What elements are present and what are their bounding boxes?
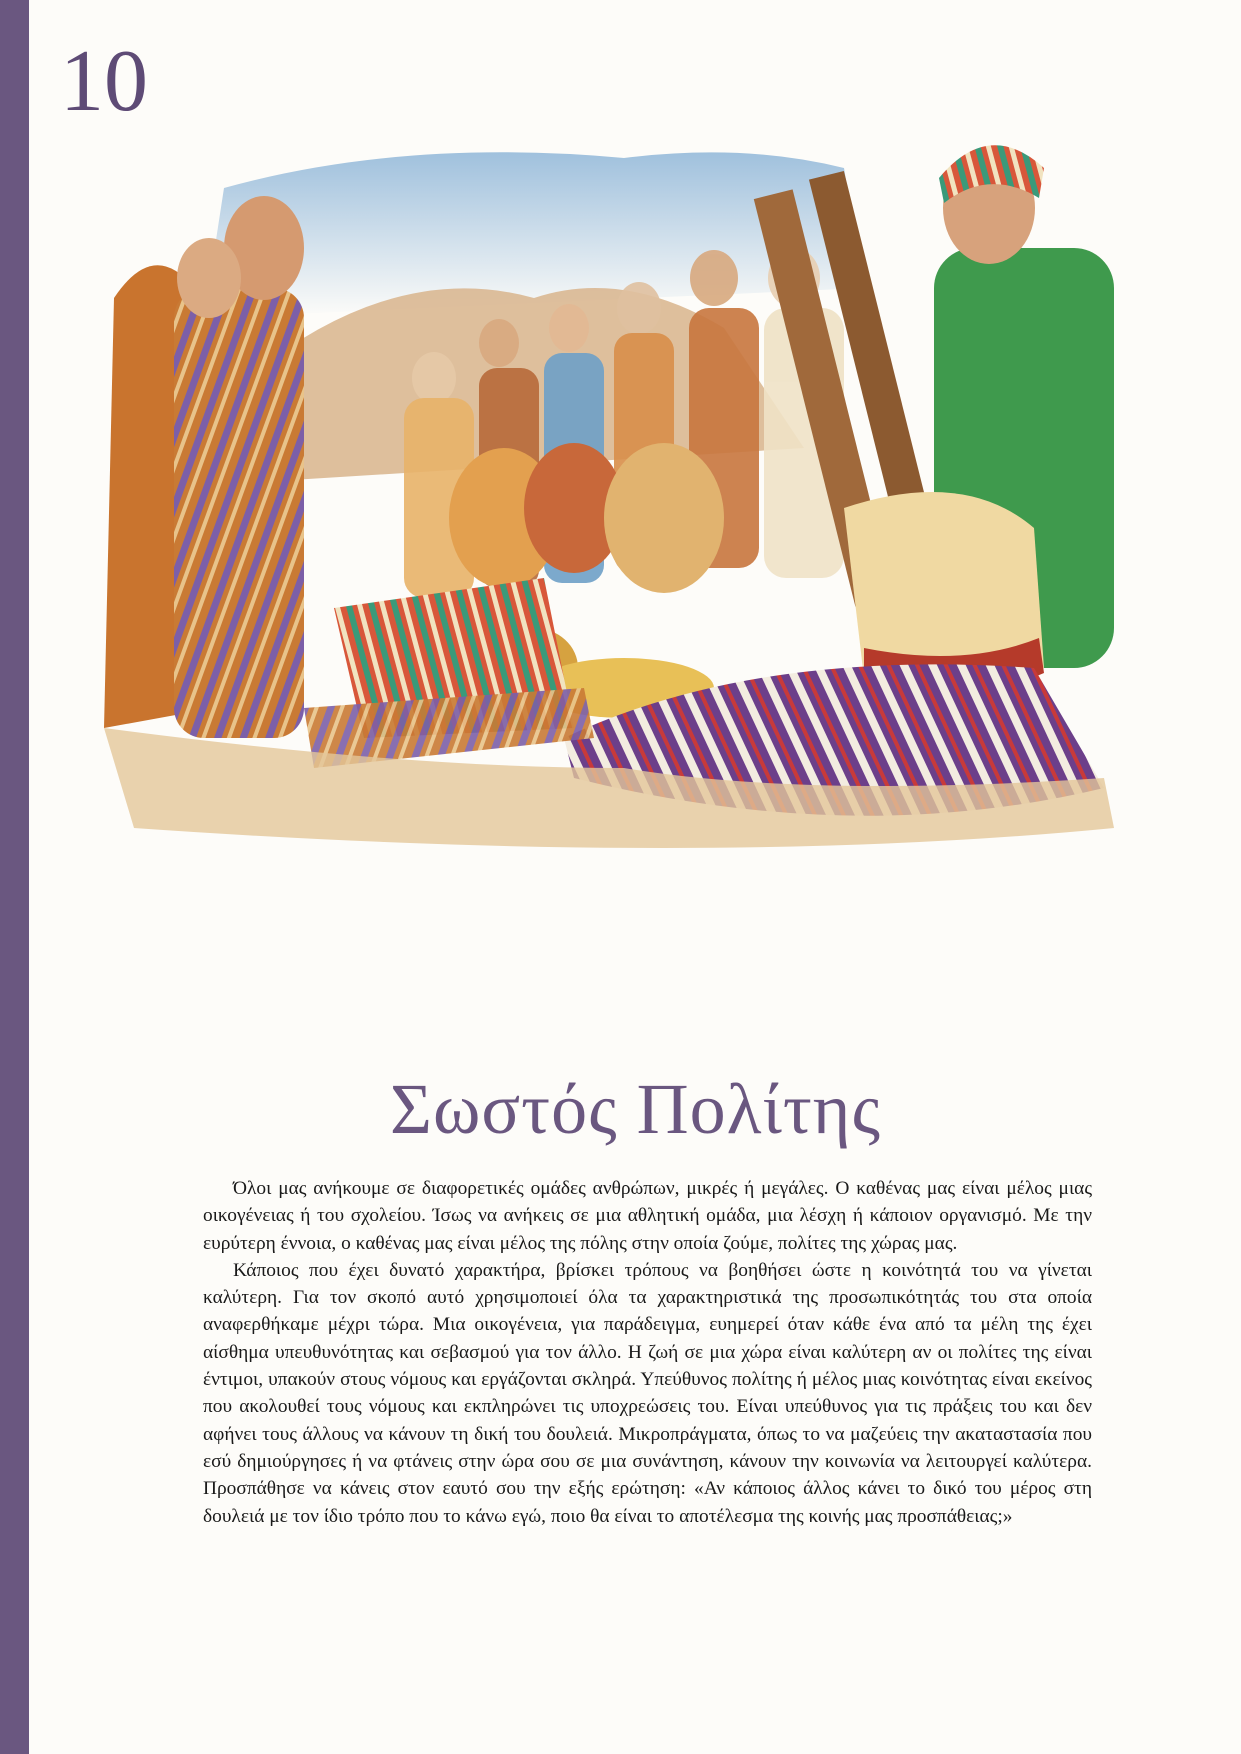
page-title: Σωστός Πολίτης bbox=[390, 1069, 881, 1149]
paragraph: Κάποιος που έχει δυνατό χαρακτήρα, βρίσκει τρόπους να βοηθήσει ώστε η κοινότητά του να γίνεται καλύτερη. Για τον σκοπό αυτό χρησιμοποιεί όλα τα χαρακτηριστικά της προσωπικότητάς του στα οποία αναφερθήκαμε μέχρι τώρα. Μια οικογένεια, για παράδειγμα, ευημερεί όταν κάθε ένα από τα μέλη της έχει αίσθημα υπευθυνότητας και σεβασμού για τον άλλο. Η ζωή σε μια χώρα είναι καλύτερη αν οι πολίτες της είναι έντιμοι, υπακούν στους νόμους και εργάζονται σκληρά. Υπεύθυνος πολίτης ή μέλος μιας κοινότητας είναι εκείνος που ακολουθεί τους νόμους και εκπληρώνει τις υποχρεώσεις του. Είναι υπεύθυνος για τις πράξεις του και δεν αφήνει τους άλλους να κάνουν τη δική του δουλειά. Μικροπράγματα, όπως το να μαζεύεις την ακαταστασία που εσύ δημιούργησες ή να φτάνεις στην ώρα σου σε μια συνάντηση, κάνουν την κοινωνία να λειτουργεί καλύτερα. Προσπάθησε να κάνεις στον εαυτό σου την εξής ερώτηση: «Αν κάποιος άλλος κάνει το δικό του μέρος στη δουλειά με τον ίδιο τρόπο που το κάνω εγώ, ποιο θα είναι το αποτέλεσμα της κοινής μας προσπάθειας;» bbox=[203, 1259, 1092, 1527]
body-text bbox=[203, 1175, 1092, 1530]
side-bar bbox=[0, 0, 29, 1754]
chapter-number: 10 bbox=[60, 33, 148, 130]
paragraph: Όλοι μας ανήκουμε σε διαφορετικές ομάδες ανθρώπων, μικρές ή μεγάλες. Ο καθένας μας είναι μέλος μιας οικογένειας ή του σχολείου. Ίσως να ανήκεις σε μια αθλητική ομάδα, μια λέσχη ή κάποιον οργανισμό. Με την ευρύτερη έννοια, ο καθένας μας είναι μέλος της πόλης στην οποία ζούμε, πολίτες της χώρας μας. bbox=[203, 1178, 1092, 1254]
illustration-market-crowd bbox=[104, 128, 1158, 914]
